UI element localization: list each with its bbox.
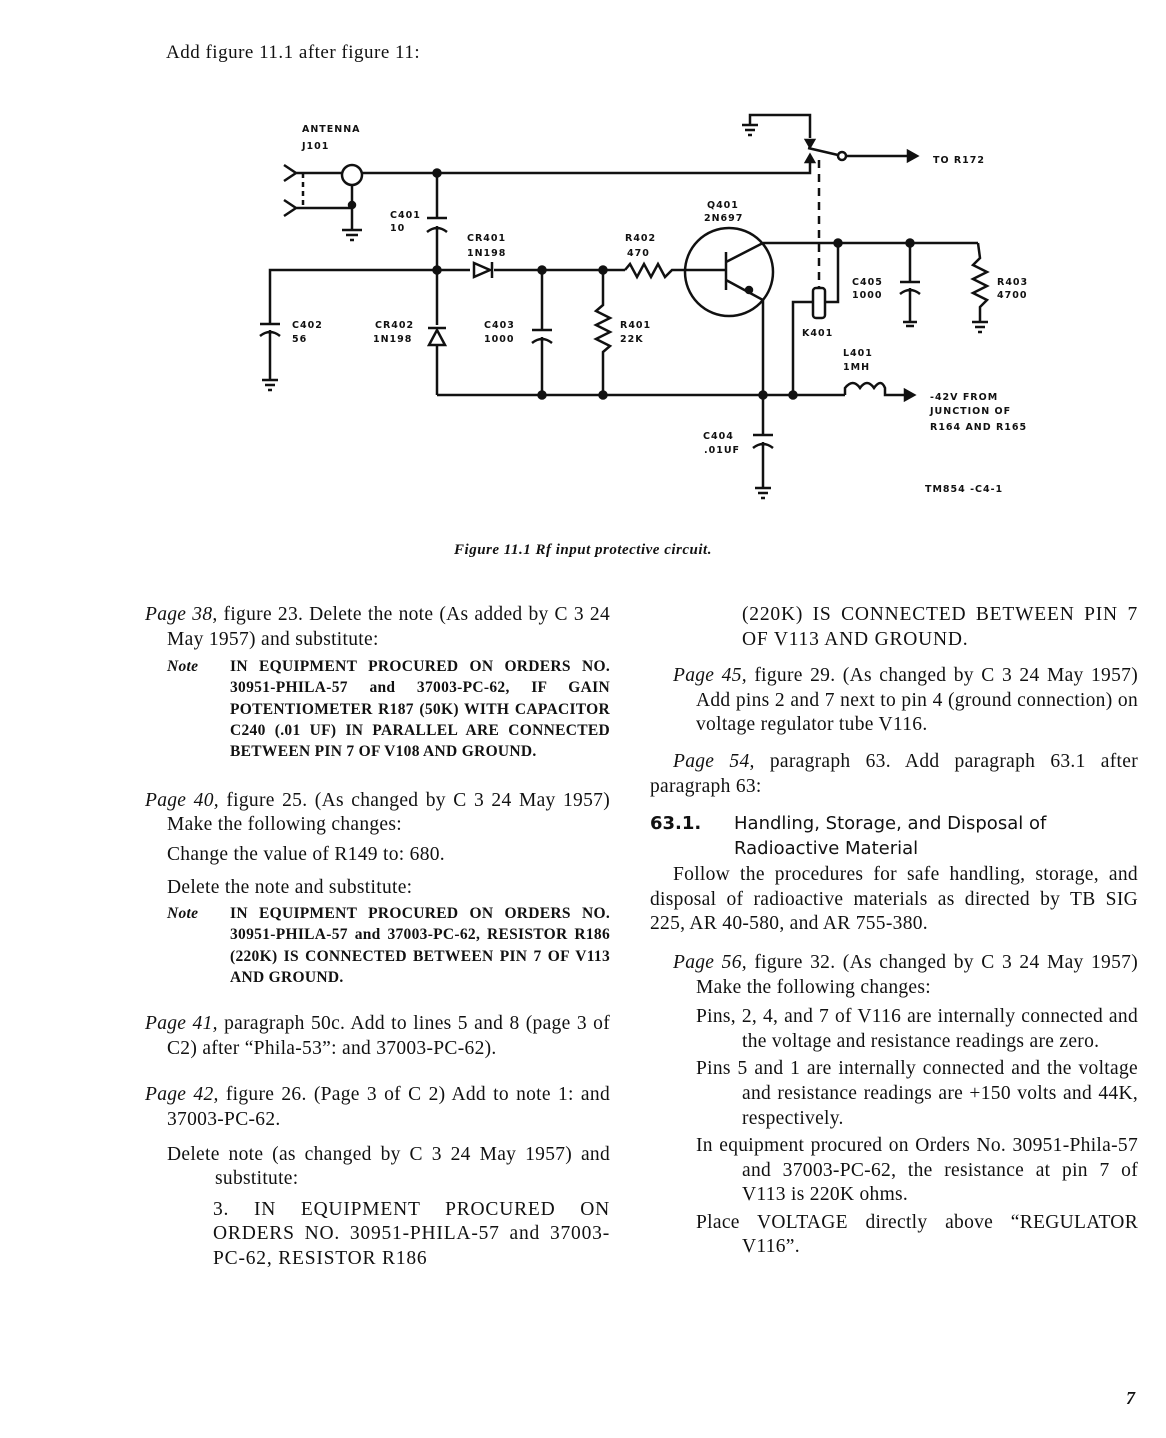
paragraph-page-56 [673,951,1138,1000]
paragraph-page-54 [650,750,1138,799]
label-to-r172: TO R172 [933,155,986,166]
label-q401: Q401 [707,200,739,211]
page-ref: Page 41, [145,1013,218,1035]
left-column [145,603,610,1272]
section-title: Handling, Storage, and Disposal of Radioactive Material [734,813,1047,860]
page-number: 7 [1126,1388,1135,1408]
label-drawing-number: TM854 -C4-1 [925,484,1004,495]
label-q401-value: 2N697 [704,213,744,224]
paragraph-page-38 [145,603,610,652]
label-antenna: ANTENNA [302,124,361,135]
paragraph-page-40 [145,789,610,838]
label-j101: J101 [302,141,330,152]
label-cr401-value: 1N198 [467,248,507,259]
paragraph-text: paragraph 50c. Add to lines 5 and 8 (page 3 of C2) after “Phila-53”: and 37003-PC-62). [167,1013,610,1059]
label-supply-1: -42V FROM [930,392,999,403]
paragraph-text: figure 29. (As changed by C 3 24 May 1957) Add pins 2 and 7 next to pin 4 (ground connection) on voltage regulator tube V116. [696,665,1138,736]
paragraph-page-42 [145,1083,610,1132]
diode-cr401 [437,262,542,278]
intro-text: Add figure 11.1 after figure 11: [166,42,421,63]
section-number: 63.1. [650,813,702,835]
note-1 [167,656,610,762]
label-r401: R401 [620,320,652,331]
label-c401: C401 [390,210,421,221]
follow-procedures-text: Follow the procedures for safe handling, storage, and disposal of radioactive materials as directed by TB SIG 225, AR 40-580, and AR 755-380. [650,864,1138,935]
resistor-r402 [625,264,690,277]
ground-icon [262,380,278,390]
change-r149: Change the value of R149 to: 680. [167,843,445,865]
delete-note-text: Delete the note and substitute: [167,877,413,899]
list-item: Pins, 2, 4, and 7 of V116 are internally connected and the voltage and resistance readings are zero. [696,1006,1138,1052]
paragraph-page-41 [145,1012,610,1061]
label-c402: C402 [292,320,323,331]
label-k401: K401 [802,328,834,339]
right-column [650,603,1138,1260]
label-r401-value: 22K [620,334,644,345]
paragraph-text: paragraph 63. Add paragraph 63.1 after paragraph 63: [650,750,1139,797]
label-cr402: CR402 [375,320,415,331]
note-text: IN EQUIPMENT PROCURED ON ORDERS NO. 30951-PHILA-57 and 37003-PC-62, IF GAIN POTENTIOMETER R187 (50K) WITH CAPACITOR C240 (.01 UF) IN PARALLEL ARE CONNECTED BETWEEN PIN 7 OF V108 AND GROUND. [230,658,610,761]
ground-icon [342,230,362,240]
item-3-text: 3. IN EQUIPMENT PROCURED ON ORDERS NO. 30951-PHILA-57 and 37003-PC-62, RESISTOR R186 [213,1198,610,1269]
capacitor-c404 [753,395,773,498]
paragraph-text: figure 25. (As changed by C 3 24 May 1957) Make the following changes: [167,789,610,836]
figure-caption: Figure 11.1 Rf input protective circuit. [454,542,712,558]
resistor-r403 [972,243,988,332]
paragraph-page-45 [673,664,1138,738]
paragraph-text: figure 26. (Page 3 of C 2) Add to note 1: and 37003-PC-62. [167,1084,610,1131]
label-c401-value: 10 [390,223,406,234]
page-ref: Page 56, [673,951,747,973]
label-supply-3: R164 AND R165 [930,422,1028,433]
schematic-figure-11-1 [0,0,1166,530]
relay-switch [742,115,917,162]
resistor-r401 [596,270,610,395]
note-text: IN EQUIPMENT PROCURED ON ORDERS NO. 30951-PHILA-57 and 37003-PC-62, RESISTOR R186 (220K) IS CONNECTED BETWEEN PIN 7 OF V113 AND GROUND. [230,905,610,986]
label-c405-value: 1000 [852,290,883,301]
page-ref: Page 38, [145,604,218,625]
list-item: Pins 5 and 1 are internally connected and the voltage and resistance readings are +150 volts and 44K, respectively. [696,1058,1138,1129]
label-supply-2: JUNCTION OF [930,406,1012,417]
transistor-q401 [685,228,838,395]
relay-k401 [793,160,838,395]
page-ref: Page 54, [673,750,755,772]
label-c403-value: 1000 [484,334,515,345]
diode-cr402 [428,270,446,395]
label-c404-value: .01UF [704,445,741,456]
note-2 [167,903,610,988]
antenna-jack [284,165,362,230]
delete-note-2-text: Delete note (as changed by C 3 24 May 1957) and substitute: [167,1143,610,1190]
paragraph-text: figure 23. Delete the note (As added by C 3 24 May 1957) and substitute: [167,604,611,650]
label-c405: C405 [852,277,883,288]
label-cr402-value: 1N198 [373,334,413,345]
list-item: Place VOLTAGE directly above “REGULATOR V116”. [696,1211,1138,1258]
continued-text: (220K) IS CONNECTED BETWEEN PIN 7 OF V113 AND GROUND. [742,604,1138,650]
label-r403: R403 [997,277,1029,288]
capacitor-c403 [532,270,552,395]
section-heading-63-1 [650,811,1138,861]
label-c404: C404 [703,431,734,442]
label-c403: C403 [484,320,515,331]
page-ref: Page 45, [673,665,747,687]
label-cr401: CR401 [467,233,507,244]
page-ref: Page 42, [145,1084,219,1106]
label-r402: R402 [625,233,657,244]
label-l401-value: 1MH [843,362,871,373]
list-item: In equipment procured on Orders No. 30951-Phila-57 and 37003-PC-62, the resistance at pin 7 of V113 is 220K ohms. [696,1135,1138,1206]
label-l401: L401 [843,348,873,359]
label-c402-value: 56 [292,334,308,345]
page-ref: Page 40, [145,789,219,811]
inductor-l401 [845,383,914,400]
note-label: Note [167,905,199,923]
label-r403-value: 4700 [997,290,1028,301]
paragraph-text: figure 32. (As changed by C 3 24 May 1957) Make the following changes: [696,951,1138,998]
note-label: Note [167,658,199,676]
capacitor-c405 [900,243,920,326]
label-r402-value: 470 [627,248,650,259]
capacitor-c401 [427,173,447,270]
